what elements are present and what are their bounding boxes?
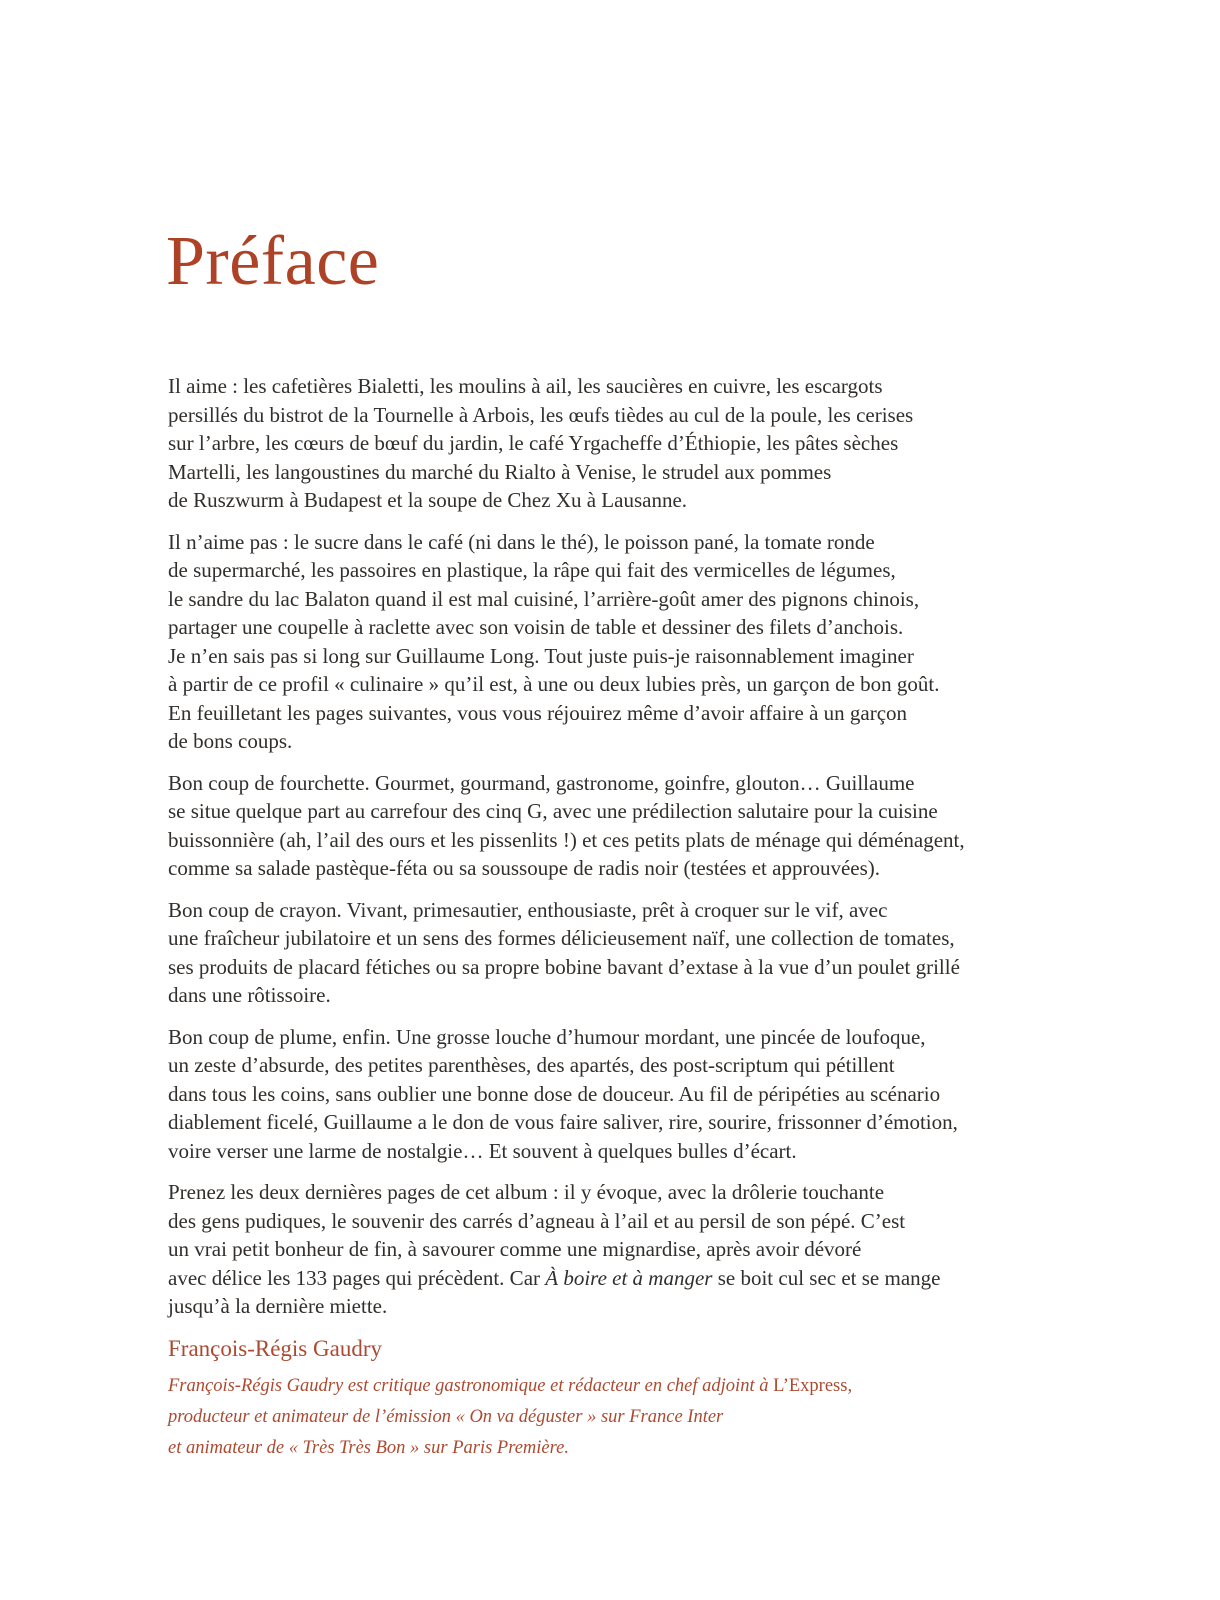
page-title: Préface (166, 223, 380, 300)
preface-paragraph-plume: Bon coup de plume, enfin. Une grosse louche d’humour mordant, une pincée de loufoque, un zeste d’absurde, des petites parenthèses, des apartés, des post-scriptum qui pétillent dans tous les coins, sans oublier une bonne dose de douceur. Au fil de péripéties au scénario diablement ficelé, Guillaume a le don de vous faire saliver, rire, sourire, frissonner d’émotion, voire verser une larme de nostalgie… Et souvent à quelques bulles d’écart. (168, 1024, 958, 1163)
author-name: François-Régis Gaudry (168, 1336, 382, 1361)
preface-paragraph-crayon: Bon coup de crayon. Vivant, primesautier, enthousiaste, prêt à croquer sur le vif, avec une fraîcheur jubilatoire et un sens des formes délicieusement naïf, une collection de tomates, ses produits de placard fétiches ou sa propre bobine bavant d’extase à la vue d’un poulet grillé dans une rôtissoire. (168, 897, 960, 1007)
preface-paragraph-conclusion: Prenez les deux dernières pages de cet album : il y évoque, avec la drôlerie touchante des gens pudiques, le souvenir des carrés d’agneau à l’ail et au persil de son pépé. C’est un vrai petit bonheur de fin, à savourer comme une mignardise, après avoir dévoré avec délice les 133 pages qui précèdent. Car À boire et à manger se boit cul sec et se mange jusqu’à la dernière miette. (168, 1180, 941, 1318)
preface-paragraph-fourchette: Bon coup de fourchette. Gourmet, gourmand, gastronome, goinfre, glouton… Guillaume se situe quelque part au carrefour des cinq G, avec une prédilection salutaire pour la cuisine buissonnière (ah, l’ail des ours et les pissenlits !) et ces petits plats de ménage qui déménagent, comme sa salade pastèque-féta ou sa soussoupe de radis noir (testées et approuvées). (168, 770, 965, 880)
preface-paragraph-dislikes: Il n’aime pas : le sucre dans le café (ni dans le thé), le poisson pané, la tomate ronde de supermarché, les passoires en plastique, la râpe qui fait des vermicelles de légumes, le sandre du lac Balaton quand il est mal cuisiné, l’arrière-goût amer des pignons chinois, partager une coupelle à raclette avec son voisin de table et dessiner des filets d’anchois. Je n’en sais pas si long sur Guillaume Long. Tout juste puis-je raisonnablement imaginer à partir de ce profil « culinaire » qu’il est, à une ou deux lubies près, un garçon de bon goût. En feuilletant les pages suivantes, vous vous réjouirez même d’avoir affaire à un garçon de bons coups. (168, 529, 940, 753)
preface-paragraph-likes: Il aime : les cafetières Bialetti, les moulins à ail, les saucières en cuivre, les escargots persillés du bistrot de la Tournelle à Arbois, les œufs tièdes au cul de la poule, les cerises sur l’arbre, les cœurs de bœuf du jardin, le café Yrgacheffe d’Éthiopie, les pâtes sèches Martelli, les langoustines du marché du Rialto à Venise, le strudel aux pommes de Ruszwurm à Budapest et la soupe de Chez Xu à Lausanne. (168, 374, 914, 512)
preface-body (168, 372, 1088, 1334)
signature-block (168, 1336, 1088, 1464)
author-bio: François-Régis Gaudry est critique gastronomique et rédacteur en chef adjoint à L’Express, producteur et animateur de l’émission « On va déguster » sur France Inter et animateur de « Très Très Bon » sur Paris Première. (168, 1376, 853, 1458)
